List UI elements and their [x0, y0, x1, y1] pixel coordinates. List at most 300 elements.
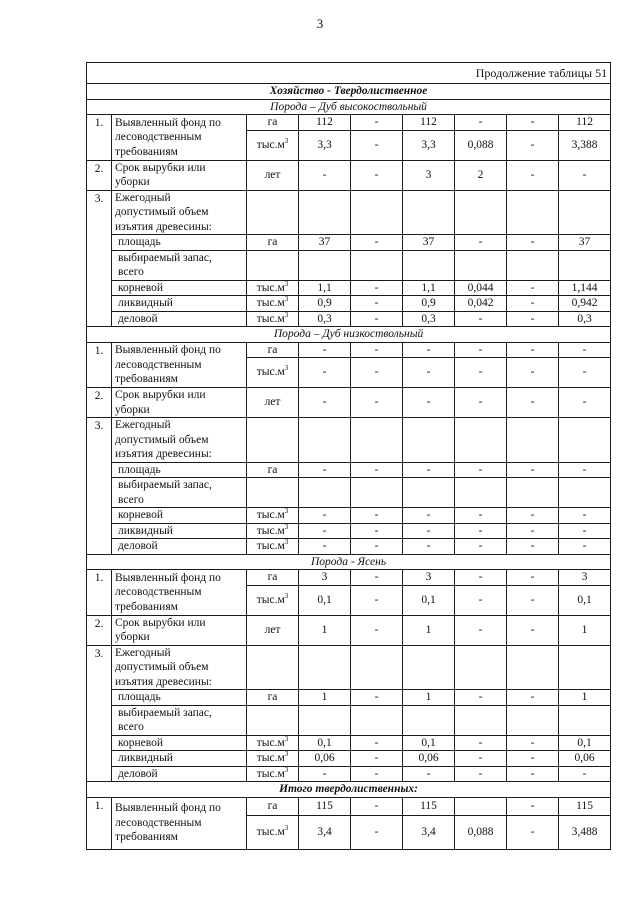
- row-label: корневой: [112, 280, 247, 296]
- table-row: [87, 508, 611, 524]
- value-cell: 0,042: [455, 296, 507, 312]
- row-number: 2.: [87, 388, 112, 418]
- row-label: [112, 797, 247, 849]
- value-cell: 0,06: [299, 751, 351, 767]
- unit-superscript: 3: [284, 507, 289, 516]
- row-label: [112, 190, 247, 235]
- row-label: [112, 388, 247, 418]
- empty-cell: [299, 250, 351, 280]
- value-cell: 0,942: [559, 296, 611, 312]
- value-cell: -: [507, 735, 559, 751]
- empty-cell: [299, 418, 351, 463]
- value-cell: -: [403, 523, 455, 539]
- unit-cell: [247, 585, 299, 615]
- value-cell: -: [455, 311, 507, 327]
- unit-text: тыс.м: [256, 366, 285, 379]
- table-row: [87, 342, 611, 358]
- unit-text: тыс.м: [256, 752, 285, 764]
- section-title: Хозяйство - Твердолиственное: [87, 84, 611, 100]
- row-label-line: Выявленный фонд по: [115, 802, 221, 815]
- unit-cell: га: [247, 115, 299, 131]
- value-cell: -: [403, 508, 455, 524]
- value-cell: -: [403, 539, 455, 555]
- value-cell: -: [455, 570, 507, 586]
- empty-cell: [247, 705, 299, 735]
- row-label: деловой: [112, 311, 247, 327]
- value-cell: -: [507, 815, 559, 849]
- table-row: [87, 735, 611, 751]
- value-cell: -: [507, 539, 559, 555]
- unit-cell: [247, 766, 299, 782]
- table-row: [87, 311, 611, 327]
- table-row: [87, 797, 611, 815]
- value-cell: -: [559, 358, 611, 388]
- row-label: [112, 645, 247, 690]
- value-cell: -: [507, 160, 559, 190]
- unit-cell: [247, 539, 299, 555]
- row-label: деловой: [112, 766, 247, 782]
- empty-cell: [299, 190, 351, 235]
- value-cell: -: [455, 358, 507, 388]
- row-label-line: изъятия древесины:: [115, 675, 212, 688]
- value-cell: -: [559, 766, 611, 782]
- row-label-line: Выявленный фонд по: [115, 116, 221, 129]
- empty-cell: [351, 250, 403, 280]
- empty-cell: [559, 250, 611, 280]
- table-caption: Продолжение таблицы 51: [87, 63, 611, 84]
- row-label: ликвидный: [112, 523, 247, 539]
- value-cell: 0,3: [559, 311, 611, 327]
- row-label-line: допустимый объем: [115, 661, 209, 673]
- value-cell: 0,9: [299, 296, 351, 312]
- value-cell: -: [299, 342, 351, 358]
- value-cell: -: [507, 388, 559, 418]
- empty-cell: [403, 705, 455, 735]
- row-label-line: лесоводственным: [115, 816, 202, 829]
- empty-cell: [455, 478, 507, 508]
- value-cell: -: [403, 388, 455, 418]
- value-cell: 37: [559, 235, 611, 251]
- table-row: [87, 462, 611, 478]
- empty-cell: [455, 418, 507, 463]
- value-cell: -: [455, 766, 507, 782]
- empty-cell: [351, 418, 403, 463]
- value-cell: -: [507, 130, 559, 160]
- species-title: Порода – Дуб низкоствольный: [87, 327, 611, 343]
- unit-cell: [247, 130, 299, 160]
- unit-text: тыс.м: [256, 138, 285, 151]
- unit-text: тыс.м: [256, 593, 285, 606]
- table-row: [87, 115, 611, 131]
- unit-cell: га: [247, 342, 299, 358]
- empty-cell: [403, 250, 455, 280]
- value-cell: -: [455, 462, 507, 478]
- unit-cell: [247, 508, 299, 524]
- value-cell: 0,1: [559, 735, 611, 751]
- row-label: площадь: [112, 462, 247, 478]
- unit-text: тыс.м: [256, 767, 285, 780]
- value-cell: 0,3: [299, 311, 351, 327]
- value-cell: 0,06: [403, 751, 455, 767]
- value-cell: 0,06: [559, 751, 611, 767]
- empty-cell: [507, 250, 559, 280]
- value-cell: 115: [299, 797, 351, 815]
- unit-superscript: 3: [284, 766, 289, 774]
- value-cell: -: [559, 462, 611, 478]
- row-label: [112, 342, 247, 388]
- value-cell: -: [559, 508, 611, 524]
- value-cell: [455, 797, 507, 815]
- unit-cell: га: [247, 462, 299, 478]
- value-cell: -: [507, 358, 559, 388]
- row-label-line: Срок вырубки или: [115, 389, 206, 401]
- row-label: ликвидный: [112, 751, 247, 767]
- value-cell: -: [351, 462, 403, 478]
- empty-cell: [455, 705, 507, 735]
- row-label: [112, 418, 247, 463]
- value-cell: -: [455, 523, 507, 539]
- table-row: [87, 554, 611, 570]
- value-cell: -: [299, 539, 351, 555]
- value-cell: -: [351, 751, 403, 767]
- unit-superscript: 3: [284, 280, 289, 288]
- value-cell: 112: [403, 115, 455, 131]
- row-label-line: требованиям: [115, 145, 178, 158]
- forest-fund-table: [86, 62, 611, 850]
- value-cell: -: [351, 280, 403, 296]
- empty-cell: [559, 418, 611, 463]
- row-label: площадь: [112, 690, 247, 706]
- table-row: [87, 539, 611, 555]
- value-cell: -: [351, 160, 403, 190]
- row-label-line: всего: [118, 266, 144, 278]
- table-row: [87, 751, 611, 767]
- value-cell: -: [559, 523, 611, 539]
- value-cell: -: [507, 615, 559, 645]
- value-cell: -: [507, 585, 559, 615]
- empty-cell: [351, 645, 403, 690]
- table-row: [87, 388, 611, 418]
- empty-cell: [507, 418, 559, 463]
- value-cell: -: [507, 296, 559, 312]
- empty-cell: [247, 478, 299, 508]
- empty-cell: [351, 705, 403, 735]
- value-cell: 1,1: [299, 280, 351, 296]
- row-label-line: изъятия древесины:: [115, 448, 212, 460]
- value-cell: -: [455, 115, 507, 131]
- value-cell: 3: [559, 570, 611, 586]
- row-label: [112, 115, 247, 161]
- value-cell: -: [403, 358, 455, 388]
- row-label-line: выбираемый запас,: [118, 706, 212, 719]
- value-cell: -: [403, 766, 455, 782]
- unit-cell: [247, 751, 299, 767]
- table-row: [87, 766, 611, 782]
- row-label-line: допустимый объем: [115, 433, 209, 446]
- empty-cell: [247, 418, 299, 463]
- table-row: [87, 570, 611, 586]
- value-cell: 3,4: [299, 815, 351, 849]
- table-row: [87, 250, 611, 280]
- row-number: 1.: [87, 115, 112, 161]
- value-cell: -: [299, 358, 351, 388]
- empty-cell: [403, 190, 455, 235]
- row-label: корневой: [112, 735, 247, 751]
- value-cell: -: [299, 766, 351, 782]
- empty-cell: [455, 250, 507, 280]
- value-cell: -: [351, 508, 403, 524]
- value-cell: 0,1: [299, 585, 351, 615]
- value-cell: 37: [403, 235, 455, 251]
- row-label-line: Срок вырубки или: [115, 616, 206, 629]
- value-cell: 1: [559, 690, 611, 706]
- value-cell: -: [507, 342, 559, 358]
- value-cell: 3,488: [559, 815, 611, 849]
- value-cell: -: [507, 311, 559, 327]
- row-label-line: требованиям: [115, 373, 178, 385]
- value-cell: -: [351, 523, 403, 539]
- value-cell: -: [507, 462, 559, 478]
- row-number: 2.: [87, 615, 112, 645]
- unit-cell: [247, 280, 299, 296]
- value-cell: 0,1: [403, 585, 455, 615]
- table-row: [87, 523, 611, 539]
- empty-cell: [559, 645, 611, 690]
- table-row: [87, 478, 611, 508]
- value-cell: 0,9: [403, 296, 455, 312]
- unit-superscript: 3: [284, 523, 289, 531]
- row-label-line: требованиям: [115, 600, 178, 613]
- unit-text: тыс.м: [256, 312, 285, 325]
- value-cell: 1: [299, 690, 351, 706]
- table-row: [87, 418, 611, 463]
- row-label-line: допустимый объем: [115, 206, 209, 218]
- table-row: [87, 705, 611, 735]
- empty-cell: [403, 645, 455, 690]
- unit-text: тыс.м: [256, 736, 285, 749]
- value-cell: -: [455, 615, 507, 645]
- row-label-line: изъятия древесины:: [115, 220, 212, 233]
- table-row: [87, 280, 611, 296]
- value-cell: -: [351, 690, 403, 706]
- unit-superscript: 3: [284, 136, 289, 145]
- unit-superscript: 3: [284, 311, 289, 319]
- species-title: Порода – Дуб высокоствольный: [87, 99, 611, 115]
- row-label-line: Выявленный фонд по: [115, 344, 221, 356]
- value-cell: -: [507, 508, 559, 524]
- unit-cell: га: [247, 570, 299, 586]
- value-cell: -: [403, 462, 455, 478]
- empty-cell: [247, 645, 299, 690]
- row-number: 1.: [87, 570, 112, 616]
- value-cell: -: [455, 751, 507, 767]
- empty-cell: [455, 190, 507, 235]
- row-label-line: Ежегодный: [115, 646, 171, 659]
- value-cell: 115: [403, 797, 455, 815]
- value-cell: 112: [299, 115, 351, 131]
- value-cell: 0,1: [403, 735, 455, 751]
- unit-text: тыс.м: [256, 297, 285, 309]
- value-cell: 1,1: [403, 280, 455, 296]
- row-label-line: всего: [118, 493, 144, 506]
- row-label: площадь: [112, 235, 247, 251]
- empty-cell: [351, 190, 403, 235]
- row-label: ликвидный: [112, 296, 247, 312]
- table-row: [87, 296, 611, 312]
- row-label: [112, 478, 247, 508]
- row-number: 1.: [87, 342, 112, 388]
- row-label-line: уборки: [115, 631, 150, 643]
- unit-text: тыс.м: [256, 540, 285, 552]
- empty-cell: [247, 250, 299, 280]
- row-label-line: лесоводственным: [115, 131, 202, 143]
- value-cell: -: [351, 235, 403, 251]
- value-cell: 3: [403, 160, 455, 190]
- table-row: [87, 645, 611, 690]
- value-cell: -: [351, 797, 403, 815]
- row-label-line: уборки: [115, 176, 150, 188]
- value-cell: -: [559, 160, 611, 190]
- table-row: [87, 690, 611, 706]
- value-cell: -: [507, 570, 559, 586]
- value-cell: 1: [403, 690, 455, 706]
- value-cell: -: [455, 342, 507, 358]
- value-cell: -: [351, 115, 403, 131]
- row-label: [112, 160, 247, 190]
- row-label-line: Выявленный фонд по: [115, 571, 221, 584]
- unit-text: тыс.м: [256, 825, 285, 838]
- value-cell: 0,1: [559, 585, 611, 615]
- total-title: Итого твердолиственных:: [87, 782, 611, 798]
- unit-cell: [247, 735, 299, 751]
- value-cell: -: [455, 690, 507, 706]
- row-number: 2.: [87, 160, 112, 190]
- value-cell: -: [351, 766, 403, 782]
- unit-text: тыс.м: [256, 524, 285, 537]
- row-label: [112, 570, 247, 616]
- value-cell: 3,388: [559, 130, 611, 160]
- unit-cell: га: [247, 690, 299, 706]
- row-label-line: Ежегодный: [115, 419, 171, 431]
- unit-cell: [247, 296, 299, 312]
- value-cell: 37: [299, 235, 351, 251]
- unit-cell: га: [247, 797, 299, 815]
- row-label-line: выбираемый запас,: [118, 479, 212, 491]
- value-cell: 112: [559, 115, 611, 131]
- value-cell: -: [351, 615, 403, 645]
- value-cell: -: [351, 358, 403, 388]
- unit-superscript: 3: [284, 823, 289, 832]
- empty-cell: [403, 418, 455, 463]
- value-cell: -: [559, 539, 611, 555]
- value-cell: -: [455, 235, 507, 251]
- value-cell: 1: [559, 615, 611, 645]
- value-cell: 3: [403, 570, 455, 586]
- page-number: 3: [316, 16, 324, 31]
- row-label: деловой: [112, 539, 247, 555]
- value-cell: -: [507, 766, 559, 782]
- empty-cell: [507, 645, 559, 690]
- row-label: [112, 250, 247, 280]
- value-cell: -: [351, 388, 403, 418]
- value-cell: -: [507, 751, 559, 767]
- empty-cell: [455, 645, 507, 690]
- value-cell: -: [455, 735, 507, 751]
- value-cell: -: [351, 342, 403, 358]
- row-label-line: всего: [118, 721, 144, 733]
- unit-cell: лет: [247, 615, 299, 645]
- value-cell: 1,144: [559, 280, 611, 296]
- unit-superscript: 3: [284, 750, 289, 759]
- value-cell: 1: [299, 615, 351, 645]
- value-cell: 3,3: [299, 130, 351, 160]
- value-cell: -: [299, 388, 351, 418]
- value-cell: -: [507, 797, 559, 815]
- value-cell: -: [559, 342, 611, 358]
- table-row: [87, 782, 611, 798]
- row-label-line: лесоводственным: [115, 358, 202, 371]
- row-number: 3.: [87, 190, 112, 327]
- empty-cell: [507, 705, 559, 735]
- value-cell: 1: [403, 615, 455, 645]
- value-cell: -: [455, 539, 507, 555]
- value-cell: -: [507, 115, 559, 131]
- value-cell: -: [559, 388, 611, 418]
- empty-cell: [299, 705, 351, 735]
- species-title: Порода - Ясень: [87, 554, 611, 570]
- row-label: [112, 615, 247, 645]
- row-number: 3.: [87, 645, 112, 782]
- empty-cell: [351, 478, 403, 508]
- value-cell: 0,1: [299, 735, 351, 751]
- value-cell: -: [299, 508, 351, 524]
- value-cell: -: [455, 388, 507, 418]
- value-cell: 0,088: [455, 815, 507, 849]
- row-label-line: уборки: [115, 403, 150, 416]
- value-cell: 0,088: [455, 130, 507, 160]
- empty-cell: [507, 190, 559, 235]
- value-cell: -: [351, 539, 403, 555]
- unit-cell: лет: [247, 160, 299, 190]
- value-cell: -: [351, 311, 403, 327]
- unit-cell: лет: [247, 388, 299, 418]
- unit-cell: [247, 815, 299, 849]
- row-label-line: Ежегодный: [115, 191, 171, 204]
- value-cell: -: [351, 296, 403, 312]
- empty-cell: [247, 190, 299, 235]
- value-cell: 3,4: [403, 815, 455, 849]
- value-cell: -: [299, 523, 351, 539]
- value-cell: -: [351, 130, 403, 160]
- unit-cell: [247, 311, 299, 327]
- empty-cell: [299, 645, 351, 690]
- value-cell: 0,044: [455, 280, 507, 296]
- row-label-line: выбираемый запас,: [118, 251, 212, 264]
- value-cell: -: [351, 815, 403, 849]
- unit-cell: га: [247, 235, 299, 251]
- value-cell: 115: [559, 797, 611, 815]
- unit-superscript: 3: [284, 295, 289, 304]
- empty-cell: [403, 478, 455, 508]
- row-label-line: Срок вырубки или: [115, 161, 206, 174]
- row-number: 3.: [87, 418, 112, 555]
- row-label: корневой: [112, 508, 247, 524]
- unit-superscript: 3: [284, 735, 289, 743]
- unit-superscript: 3: [284, 591, 289, 600]
- empty-cell: [559, 705, 611, 735]
- table-row: [87, 190, 611, 235]
- value-cell: -: [455, 585, 507, 615]
